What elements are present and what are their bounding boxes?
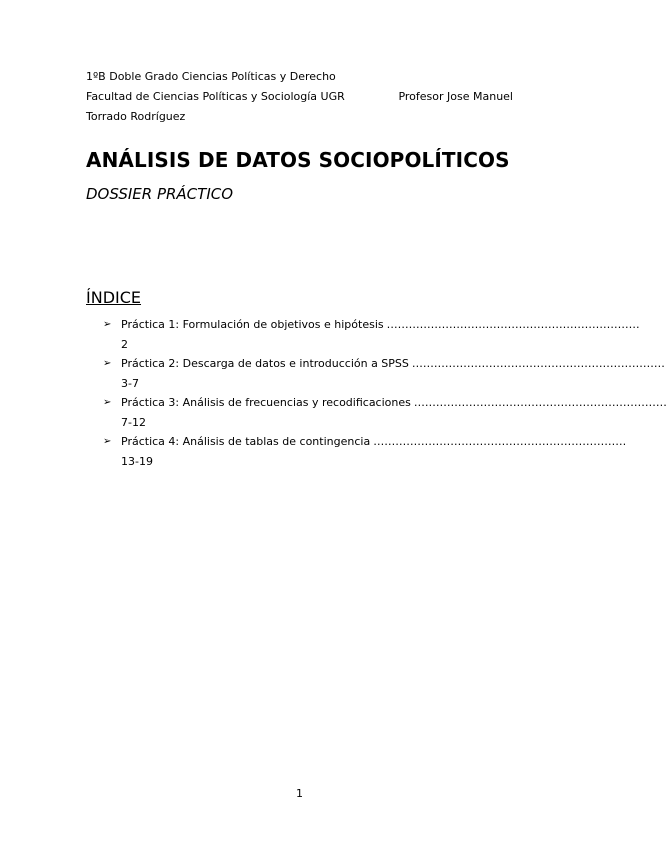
- toc-item: [103, 318, 640, 357]
- document-subtitle: DOSSIER PRÁCTICO: [86, 185, 234, 203]
- header-faculty: Facultad de Ciencias Políticas y Sociología UGR: [86, 90, 345, 103]
- toc-item: [103, 396, 667, 435]
- toc-item: [103, 435, 627, 474]
- toc-leader-dots: ……………………………………………………………: [386, 318, 640, 331]
- table-of-contents: [103, 318, 667, 474]
- arrow-bullet-icon: ➢: [103, 436, 112, 447]
- toc-entry-page: 3-7: [121, 377, 139, 390]
- toc-entry-line: [121, 396, 667, 410]
- arrow-bullet-icon: ➢: [103, 397, 112, 408]
- toc-entry-text: Práctica 3: Análisis de frecuencias y recodificaciones: [121, 396, 411, 409]
- toc-item: [103, 357, 665, 396]
- toc-entry-line: [121, 318, 640, 332]
- document-title: ANÁLISIS DE DATOS SOCIOPOLÍTICOS: [86, 148, 510, 172]
- header-professor-surname: Torrado Rodríguez: [86, 110, 186, 123]
- toc-leader-dots: ……………………………………………………………: [413, 396, 667, 409]
- arrow-bullet-icon: ➢: [103, 319, 112, 330]
- toc-entry-text: Práctica 4: Análisis de tablas de contingencia: [121, 435, 371, 448]
- toc-entry-line: [121, 357, 665, 371]
- toc-entry-page: 7-12: [121, 416, 146, 429]
- toc-entry-line: [121, 435, 627, 449]
- toc-leader-dots: ……………………………………………………………: [373, 435, 627, 448]
- toc-leader-dots: ……………………………………………………………: [411, 357, 665, 370]
- header-course-line: 1ºB Doble Grado Ciencias Políticas y Derecho: [86, 70, 336, 83]
- toc-entry-page: 2: [121, 338, 128, 351]
- page-number: 1: [296, 787, 303, 800]
- toc-entry-text: Práctica 2: Descarga de datos e introducción a SPSS: [121, 357, 409, 370]
- arrow-bullet-icon: ➢: [103, 358, 112, 369]
- header-professor: Profesor Jose Manuel: [398, 90, 513, 103]
- toc-entry-page: 13-19: [121, 455, 153, 468]
- header-faculty-line: [86, 90, 513, 104]
- toc-entry-text: Práctica 1: Formulación de objetivos e hipótesis: [121, 318, 384, 331]
- index-heading: ÍNDICE: [86, 288, 142, 307]
